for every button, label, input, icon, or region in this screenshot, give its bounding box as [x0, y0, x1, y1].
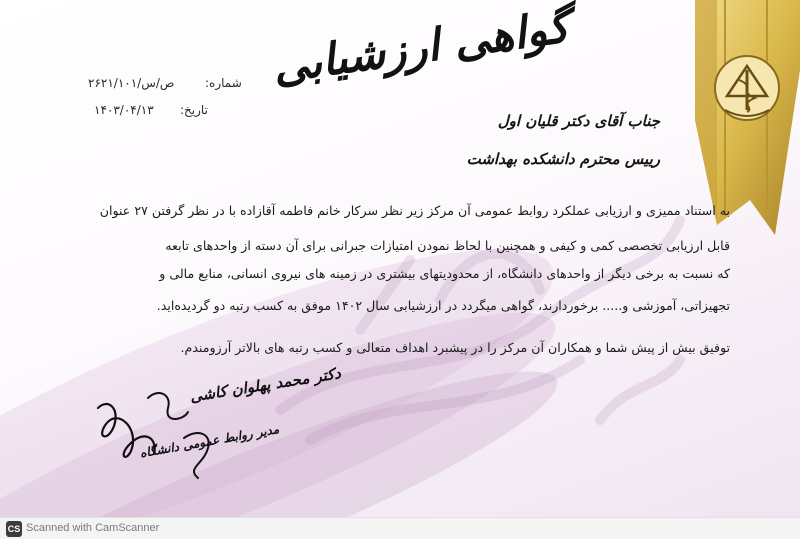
- scanner-watermark-text: Scanned with CamScanner: [26, 522, 160, 534]
- body-line: قابل ارزیابی تخصصی کمی و کیفی و همچنین با لحاظ نمودن امتیازات جبرانی برای آن دسته از واحدهای تابعه: [165, 238, 730, 253]
- camscanner-logo-icon: CS: [6, 521, 22, 537]
- addressee-title: رییس محترم دانشکده بهداشت: [466, 150, 660, 168]
- watermark-calligraphy: [240, 180, 700, 460]
- body-line: که نسبت به برخی دیگر از واحدهای دانشگاه، از محدودیتهای بیشتری در زمینه های نیروی انسانی، منابع مالی و: [159, 266, 730, 281]
- number-value: ۲۶۲۱/ص/س/۱۰۱: [88, 76, 175, 90]
- certificate-title: گواهی ارزشیابی: [269, 1, 573, 94]
- body-line: توفیق بیش از پیش شما و همکاران آن مرکز را در پیشبرد اهداف متعالی و کسب رتبه های بالاتر آرزومندم.: [180, 340, 730, 355]
- gold-ribbon: [655, 0, 800, 235]
- university-emblem-icon: [715, 56, 779, 120]
- addressee-name: جناب آقای دکتر قلیان اول: [497, 112, 660, 130]
- number-label: شماره:: [205, 76, 242, 90]
- signatory-name: دکتر محمد پهلوان کاشی: [188, 364, 342, 406]
- body-line: تجهیزاتی، آموزشی و..... برخوردارند، گواهی میگردد در ارزشیابی سال ۱۴۰۲ موفق به کسب رتبه دو گردیده‌اید.: [156, 298, 730, 313]
- body-line: به استناد ممیزی و ارزیابی عملکرد روابط عمومی آن مرکز زیر نظر سرکار خانم فاطمه آقازاده با در نظر گرفتن ۲۷ عنوان: [99, 203, 730, 218]
- signatory-title: مدیر روابط عمومی دانشگاه: [138, 422, 281, 461]
- scanner-footer: [0, 517, 800, 539]
- date-label: تاریخ:: [180, 103, 208, 117]
- date-value: ۱۴۰۳/۰۴/۱۳: [94, 103, 154, 117]
